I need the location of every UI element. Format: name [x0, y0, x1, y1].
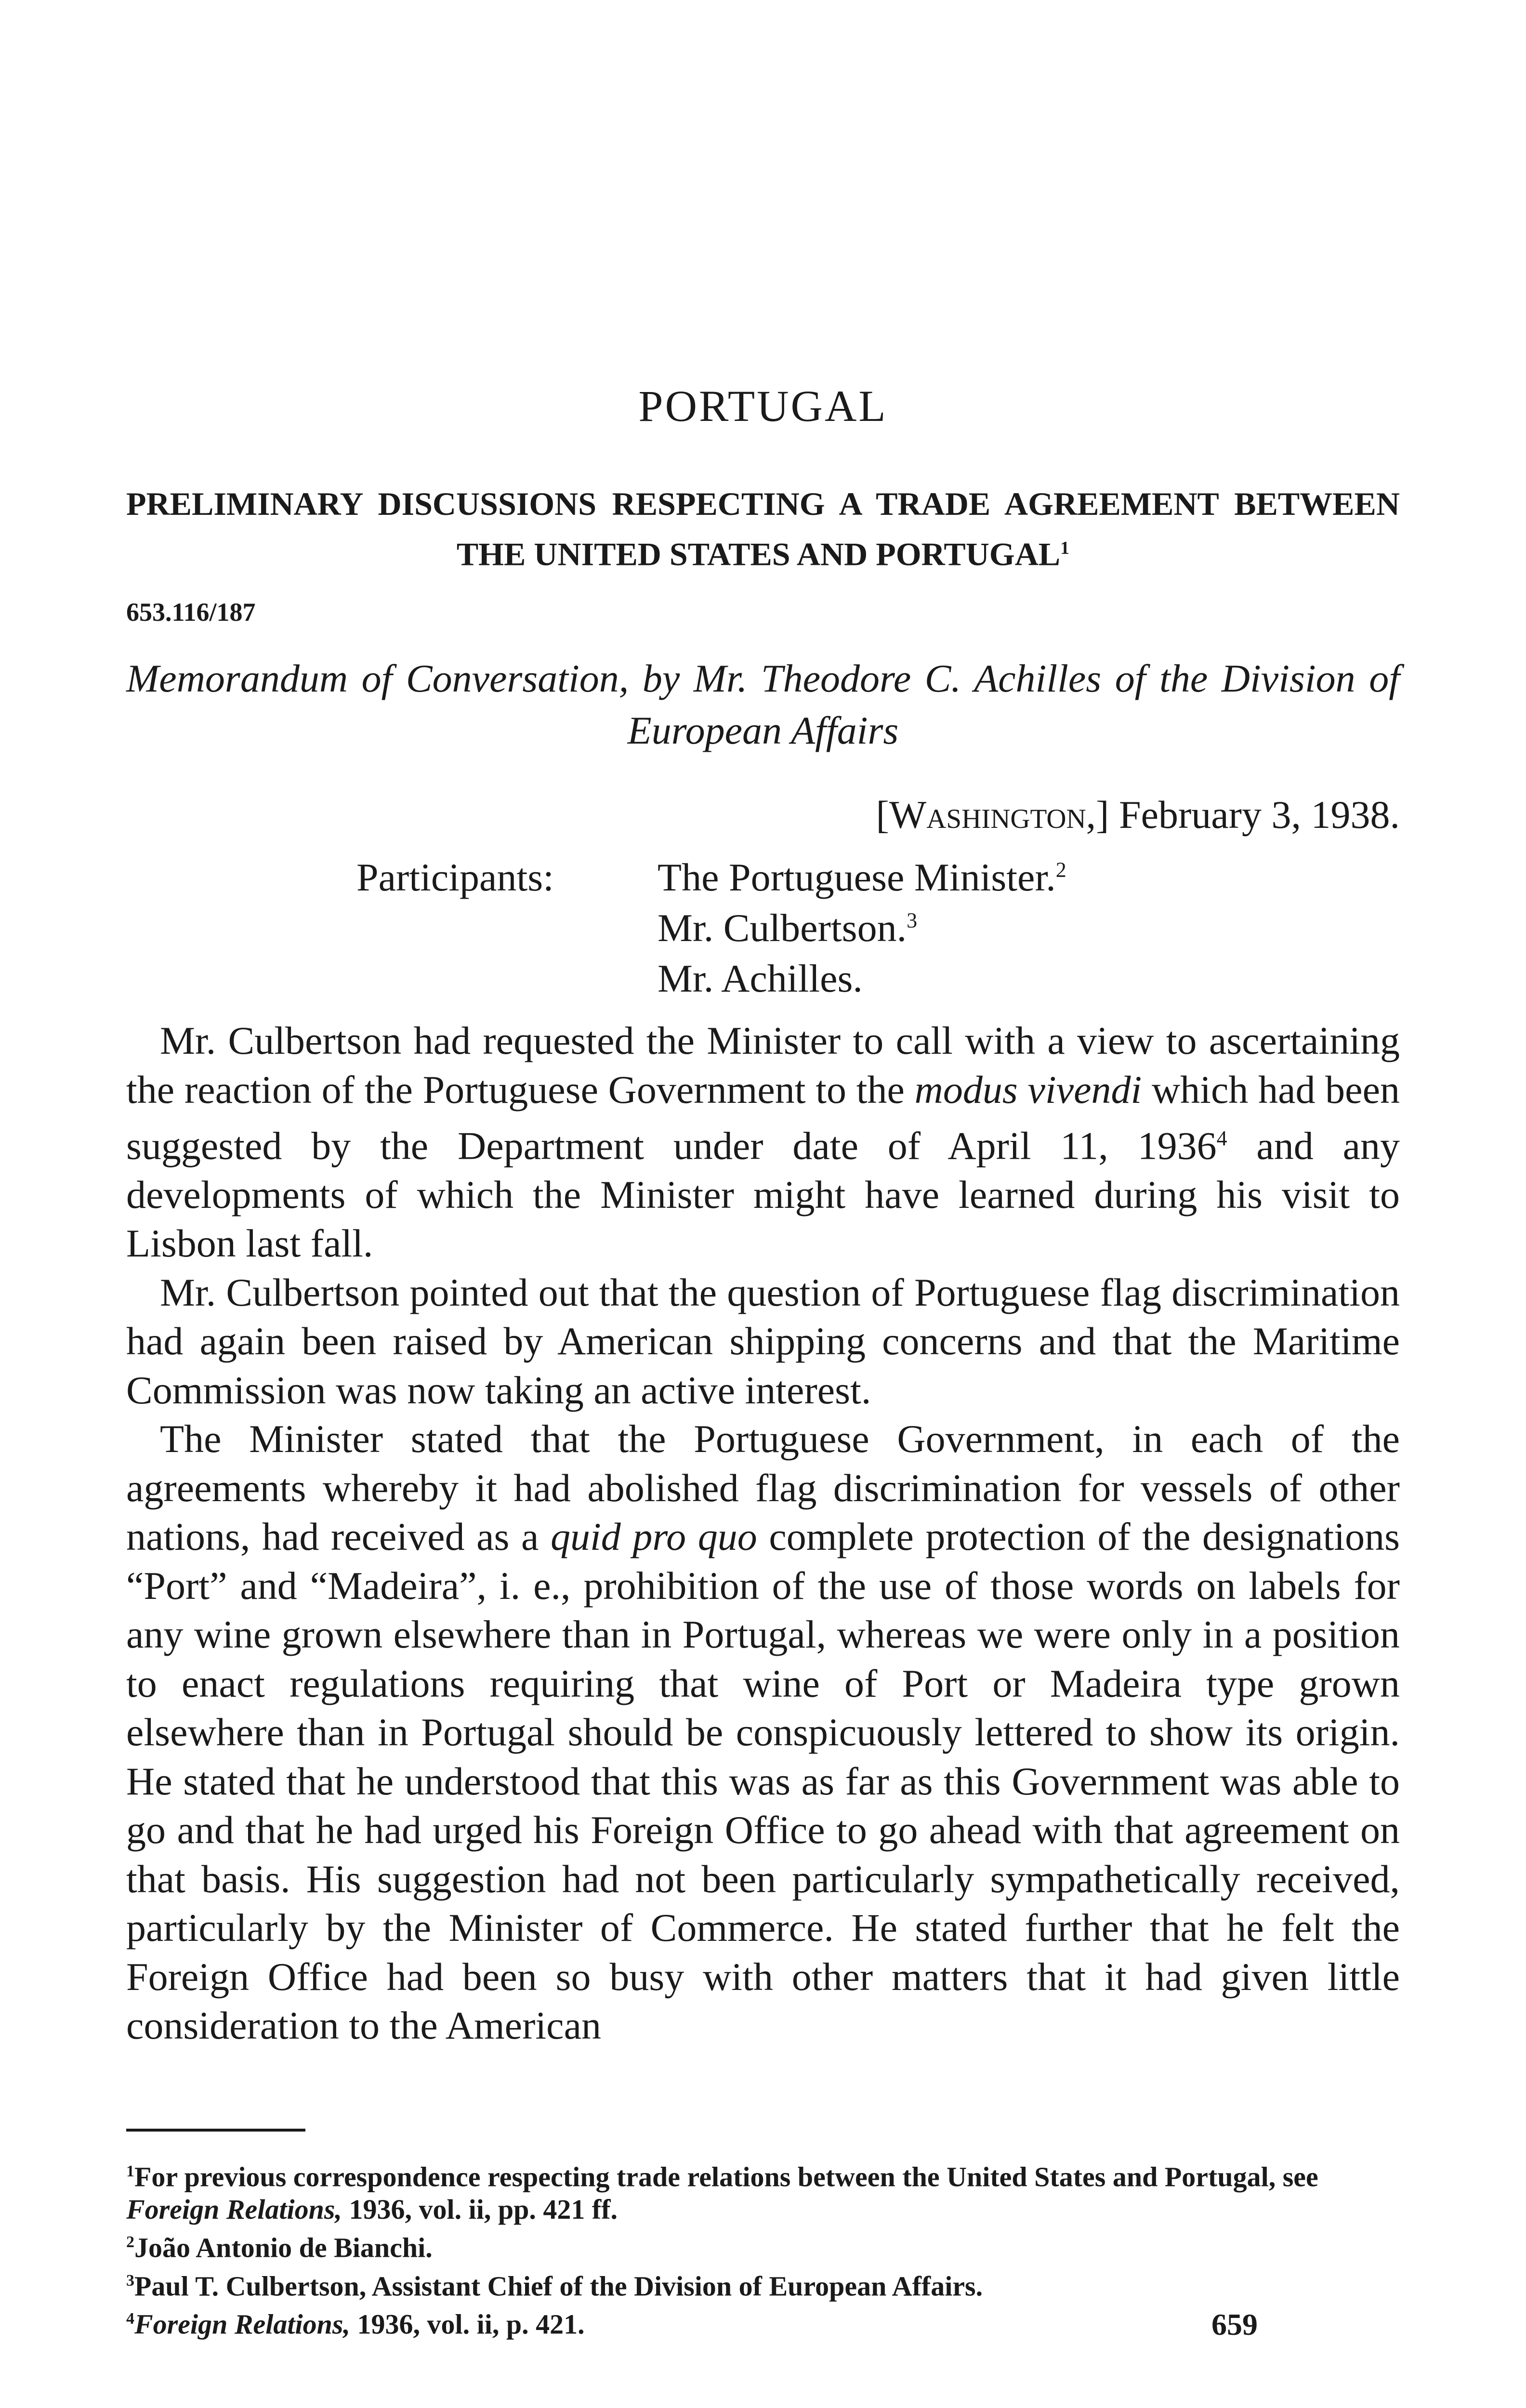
- dateline: [126, 792, 1400, 838]
- participants-label: Participants:: [356, 855, 554, 899]
- paragraph-italic-text: quid pro quo: [550, 1515, 757, 1559]
- paragraph-text: which had been suggested by the Department under date of April 11, 1936: [126, 1067, 1400, 1168]
- paragraph-text: complete protection of the designations “Port” and “Madeira”, i. e., prohibition of the use of those words on labels for any wine grown elsewhere than in Portugal, whereas we were only in a position to enact regulations requiring that wine of Port or Madeira type grown elsewhere than in Portugal should be conspicuously lettered to show its origin. He stated that he understood that this was as far as this Government was able to go and that he had urged his Foreign Office to go ahead with that agreement on that basis. His suggestion had not been particularly sympathetically received, particularly by the Minister of Commerce. He stated further that he felt the Foreign Office had been so busy with other matters that it had given little consideration to the American: [126, 1515, 1400, 2048]
- page-heading: PORTUGAL: [638, 381, 888, 431]
- paragraph-text: The Minister stated that the Portuguese Government, in each of the agreements whereby it had abolished flag discrimination for vessels of other nations, had received as a: [126, 1417, 1400, 1559]
- footnotes: [126, 2155, 1400, 2341]
- footnote-italic-text: Foreign Relations,: [126, 2194, 342, 2225]
- participant-name: Mr. Achilles.: [658, 956, 863, 1000]
- participant-footnote-ref[interactable]: 2: [1055, 858, 1066, 882]
- footnote-text: 1936, vol. ii, p. 421.: [350, 2308, 585, 2340]
- paragraph-footnote-ref[interactable]: 4: [1216, 1126, 1227, 1150]
- footnote-item: [126, 2264, 1400, 2303]
- footnote-number: 1: [126, 2162, 134, 2180]
- section-title: [126, 482, 1400, 576]
- participant-name: Mr. Culbertson.: [658, 906, 907, 950]
- footnote-text: For previous correspondence respecting trade relations between the United States and Portugal, see: [134, 2161, 1318, 2193]
- participant-name: The Portuguese Minister.: [658, 855, 1056, 899]
- section-title-footnote-ref[interactable]: 1: [1060, 538, 1070, 558]
- dateline-place: [Washington,]: [876, 793, 1109, 837]
- footnote-number: 4: [126, 2309, 134, 2328]
- section-title-text: PRELIMINARY DISCUSSIONS RESPECTING A TRADE AGREEMENT BETWEEN THE UNITED STATES AND PORTUGAL: [126, 485, 1400, 573]
- footnote-italic-text: Foreign Relations,: [134, 2308, 350, 2340]
- participant-item: [658, 855, 1066, 900]
- footnote-number: 2: [126, 2233, 134, 2251]
- file-number: 653.116/187: [126, 598, 256, 627]
- footnote-text: Paul T. Culbertson, Assistant Chief of the Division of European Affairs.: [134, 2270, 983, 2302]
- paragraph-1: [126, 1016, 1400, 1268]
- footnote-text: 1936, vol. ii, pp. 421 ff.: [342, 2194, 618, 2225]
- paragraph-text: Mr. Culbertson had requested the Minister to call with a view to ascertaining the reaction of the Portuguese Government to the: [126, 1019, 1400, 1112]
- participant-item: [658, 905, 917, 951]
- paragraph-text: and any developments of which the Minister might have learned during his visit to Lisbon last fall.: [126, 1124, 1400, 1266]
- footnote-item: [126, 2155, 1400, 2226]
- paragraph-italic-text: modus vivendi: [914, 1067, 1142, 1112]
- footnote-item: [126, 2226, 1400, 2264]
- paragraph-3: [126, 1414, 1400, 2050]
- paragraph-2: Mr. Culbertson pointed out that the question of Portuguese flag discrimination had again been raised by American shipping concerns and that the Maritime Commission was now taking an active interest.: [126, 1270, 1400, 1412]
- memo-title: Memorandum of Conversation, by Mr. Theodore C. Achilles of the Division of European Affairs: [126, 656, 1400, 752]
- memo-body: [126, 1016, 1400, 2050]
- footnote-divider: [126, 2129, 305, 2132]
- dateline-date: February 3, 1938.: [1118, 793, 1400, 837]
- footnote-item: [126, 2303, 1400, 2341]
- page-number: 659: [1211, 2307, 1258, 2342]
- participant-item: [658, 956, 863, 1001]
- footnote-number: 3: [126, 2271, 134, 2290]
- footnote-text: João Antonio de Bianchi.: [134, 2232, 433, 2264]
- participant-footnote-ref[interactable]: 3: [907, 908, 918, 932]
